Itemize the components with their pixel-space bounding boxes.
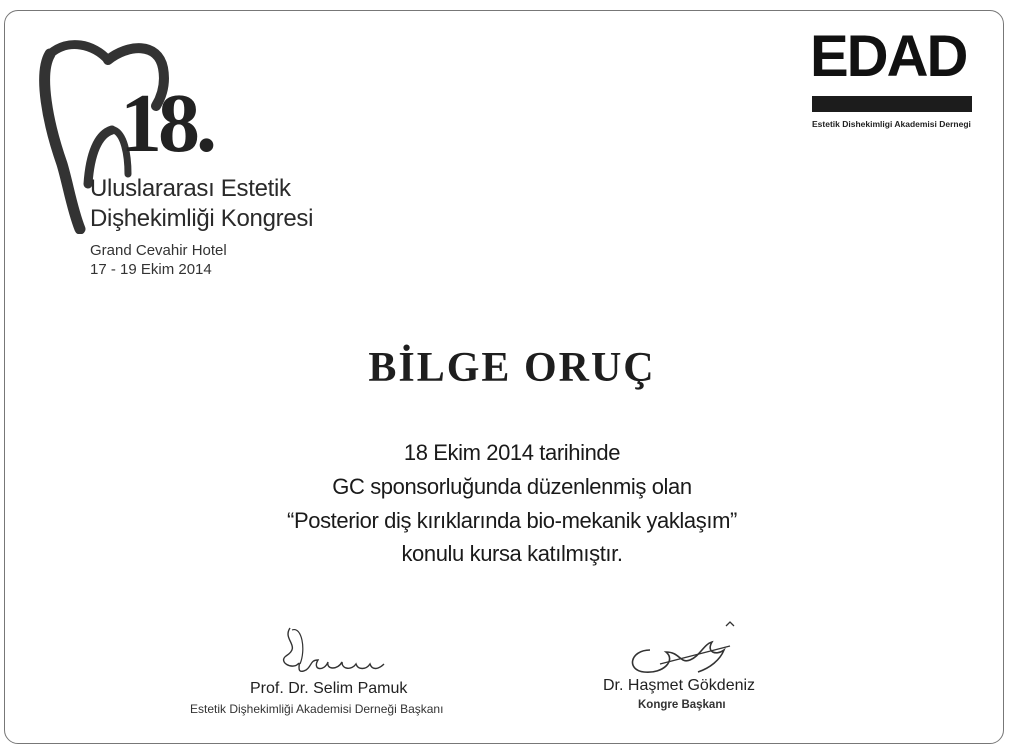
body-line-course-title: “Posterior diş kırıklarında bio-mekanik yaklaşım” (287, 508, 737, 533)
signature-left (272, 620, 392, 682)
congress-number: 18. (120, 77, 213, 170)
signatory-left-name: Prof. Dr. Selim Pamuk (250, 680, 408, 697)
body-line-sponsor: GC sponsorluğunda düzenlenmiş olan (332, 474, 692, 499)
body-line-attendance: konulu kursa katılmıştır. (401, 541, 623, 566)
edad-logo-bar (812, 96, 972, 112)
body-line-date: 18 Ekim 2014 tarihinde (403, 440, 621, 465)
edad-logo: EDAD (810, 24, 967, 89)
congress-dates: 17 - 19 Ekim 2014 (90, 261, 212, 278)
signature-right (620, 620, 750, 680)
signatory-right-name: Dr. Haşmet Gökdeniz (603, 677, 756, 694)
recipient-name: BİLGE ORUÇ (368, 345, 656, 391)
congress-title-line2: Dişhekimliği Kongresi (90, 205, 314, 232)
congress-venue: Grand Cevahir Hotel (90, 242, 227, 259)
signatory-right-title: Kongre Başkanı (638, 699, 726, 711)
association-name: Estetik Dishekimligi Akademisi Dernegi (812, 119, 971, 129)
congress-title-line1: Uluslararası Estetik (90, 175, 291, 202)
signatory-left-title: Estetik Dişhekimliği Akademisi Derneği Başkanı (190, 702, 444, 716)
